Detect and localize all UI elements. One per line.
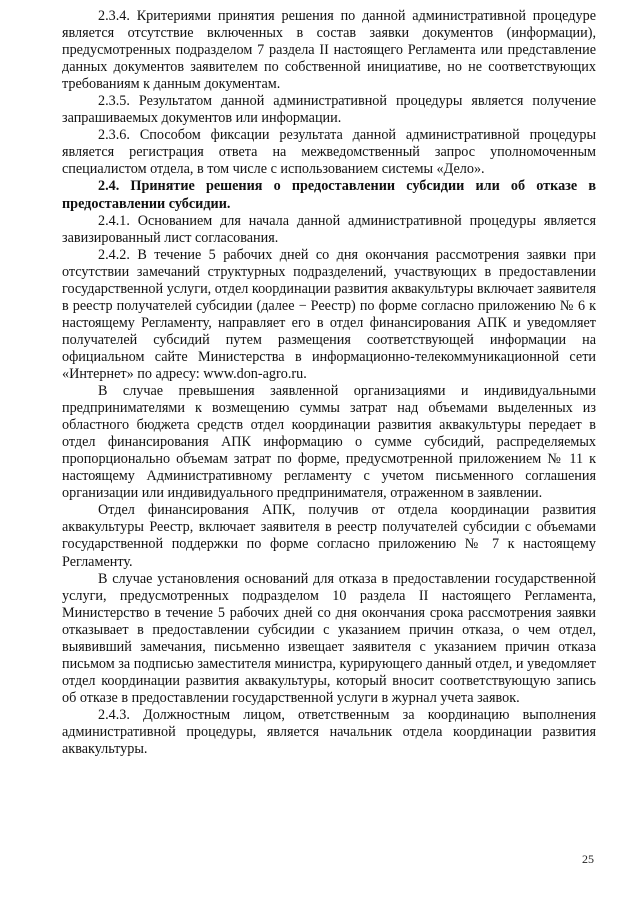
- paragraph-2-3-5: 2.3.5. Результатом данной административной процедуры является получение запрашиваемых документов или информации.: [62, 93, 596, 127]
- paragraph-refusal: В случае установления оснований для отказа в предоставлении государственной услуги, предусмотренных подразделом 10 раздела II настоящего Регламента, Министерство в течение 5 рабочих дней со дня окончания срока рассмотрения заявки отказывает в предоставлении субсидии с указанием причин отказа, о чем отдел, выявивший замечания, письменно извещает заявителя с указанием причин отказа письмом за подписью заместителя министра, курирующего данный отдел, и уведомляет отдел координации развития аквакультуры, который вносит соответствующую запись об отказе в предоставлении государственной услуги в журнал учета заявок.: [62, 570, 596, 706]
- section-heading-2-4: 2.4. Принятие решения о предоставлении субсидии или об отказе в предоставлении субсидии.: [62, 178, 596, 212]
- paragraph-2-4-2: 2.4.2. В течение 5 рабочих дней со дня окончания рассмотрения заявки при отсутствии замечаний структурных подразделений, участвующих в предоставлении государственной услуги, отдел координации развития аквакультуры включает заявителя в реестр получателей субсидии (далее − Реестр) по форме согласно приложению № 6 к настоящему Регламенту, направляет его в отдел финансирования АПК и уведомляет получателей субсидий путем размещения соответствующей информации на официальном сайте Министерства в информационно-телекоммуникационной сети «Интернет» по адресу: www.don-agro.ru.: [62, 246, 596, 382]
- document-page: [62, 8, 596, 758]
- paragraph-2-4-3: 2.4.3. Должностным лицом, ответственным за координацию выполнения административной процедуры, является начальник отдела координации развития аквакультуры.: [62, 706, 596, 758]
- paragraph-2-3-6: 2.3.6. Способом фиксации результата данной административной процедуры является регистрация ответа на межведомственный запрос уполномоченным специалистом отдела, в том числе с использованием системы «Дело».: [62, 127, 596, 178]
- paragraph-2-4-1: 2.4.1. Основанием для начала данной административной процедуры является завизированный лист согласования.: [62, 212, 596, 246]
- paragraph-finance-department: Отдел финансирования АПК, получив от отдела координации развития аквакультуры Реестр, включает заявителя в реестр получателей субсидии с объемами государственной поддержки по форме согласно приложению № 7 к настоящему Регламенту.: [62, 502, 596, 570]
- paragraph-excess-costs: В случае превышения заявленной организациями и индивидуальными предпринимателями к возмещению суммы затрат над объемами выделенных из областного бюджета средств отдел координации развития аквакультуры передает в отдел финансирования АПК информацию о сумме субсидий, распределяемых пропорционально объемам затрат по форме, предусмотренной приложением № 11 к настоящему Административному регламенту с учетом письменного соглашения организации или индивидуального предпринимателя, отраженном в заявлении.: [62, 383, 596, 502]
- paragraph-2-3-4: 2.3.4. Критериями принятия решения по данной административной процедуре является отсутствие включенных в состав заявки документов (информации), предусмотренных подразделом 7 раздела II настоящего Регламента или представление данных документов заявителем по собственной инициативе, но не соответствующих требованиям к данным документам.: [62, 8, 596, 93]
- page-number: 25: [582, 852, 594, 866]
